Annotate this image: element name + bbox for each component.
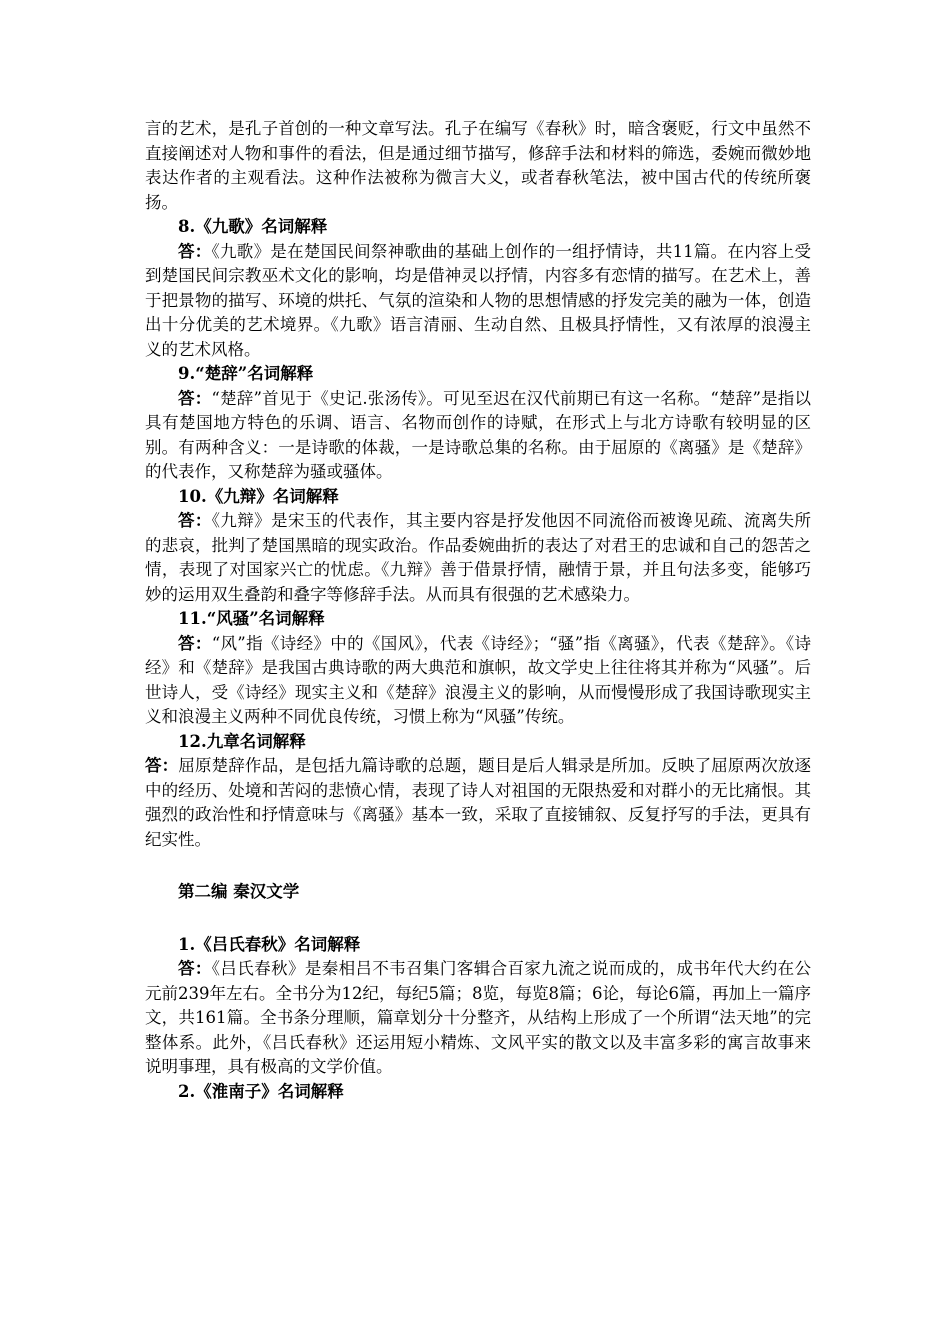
section-title: 第二编 秦汉文学 — [178, 882, 300, 901]
answer-jiuge — [145, 240, 811, 363]
answer-fengsao — [145, 632, 811, 730]
answer-label: 答： — [178, 241, 212, 261]
heading-jiuzhang: 12.九章名词解释 — [178, 731, 306, 751]
document-page — [145, 117, 811, 1104]
answer-label: 答： — [178, 511, 212, 530]
answer-text: “楚辞”首见于《史记.张汤传》。可见至迟在汉代前期已有这一名称。“楚辞”是指以具有楚国地方特色的乐调、语言、名物而创作的诗赋，在形式上与北方诗歌有较明显的区别。有两种含义：一是诗歌的体裁，一是诗歌总集的名称。由于屈原的《离骚》是《楚辞》的代表作，又称楚辞为骚或骚体。 — [145, 388, 811, 481]
answer-label: 答： — [178, 633, 212, 653]
answer-text: 《九辩》是宋玉的代表作，其主要内容是抒发他因不同流俗而被谗见疏、流离失所的悲哀，批判了楚国黑暗的现实政治。作品委婉曲折的表达了对君王的忠诚和自己的怨苦之情，表现了对国家兴亡的忧虑。《九辩》善于借景抒情，融情于景，并且句法多变，能够巧妙的运用双生叠韵和叠字等修辞手法。从而具有很强的艺术感染力。 — [145, 511, 812, 604]
heading-jiuge: 8.《九歌》名词解释 — [178, 217, 328, 236]
answer-lvshichunqiu — [145, 957, 811, 1080]
heading-fengsao: 11.“风骚”名词解释 — [178, 609, 325, 628]
intro-paragraph: 言的艺术，是孔子首创的一种文章写法。孔子在编写《春秋》时，暗含褒贬，行文中虽然不直接阐述对人物和事件的看法，但是通过细节描写，修辞手法和材料的筛选，委婉而微妙地表达作者的主观看法。这种作法被称为微言大义，或者春秋笔法，被中国古代的传统所褒扬。 — [145, 119, 811, 212]
answer-label: 答： — [178, 388, 212, 408]
heading-huainanzi: 2.《淮南子》名词解释 — [178, 1081, 344, 1101]
answer-text: 屈原楚辞作品，是包括九篇诗歌的总题，题目是后人辑录是所加。反映了屈原两次放逐中的经历、处境和苦闷的悲愤心情，表现了诗人对祖国的无限热爱和对群小的无比痛恨。其强烈的政治性和抒情意味与《离骚》基本一致，采取了直接铺叙、反复抒写的手法，更具有纪实性。 — [145, 756, 812, 849]
answer-chuci — [145, 387, 811, 485]
answer-text: 《吕氏春秋》是秦相吕不韦召集门客辑合百家九流之说而成的，成书年代大约在公元前239年左右。全书分为12纪，每纪5篇；8览，每览8篇；6论，每论6篇，再加上一篇序文，共161篇。全书条分理顺，篇章划分十分整齐，从结构上形成了一个所谓“法天地”的完整体系。此外，《吕氏春秋》还运用短小精炼、文风平实的散文以及丰富多彩的寓言故事来说明事理，具有极高的文学价值。 — [145, 959, 812, 1076]
answer-jiubian — [145, 509, 811, 607]
heading-lvshichunqiu: 1.《吕氏春秋》名词解释 — [178, 934, 361, 954]
answer-text: “风”指《诗经》中的《国风》，代表《诗经》；“骚”指《离骚》，代表《楚辞》。《诗经》和《楚辞》是我国古典诗歌的两大典范和旗帜，故文学史上往往将其并称为“风骚”。后世诗人，受《诗经》现实主义和《楚辞》浪漫主义的影响，从而慢慢形成了我国诗歌现实主义和浪漫主义两种不同优良传统，习惯上称为“风骚”传统。 — [145, 633, 812, 726]
answer-text: 《九歌》是在楚国民间祭神歌曲的基础上创作的一组抒情诗，共11篇。在内容上受到楚国民间宗教巫术文化的影响，均是借神灵以抒情，内容多有恋情的描写。在艺术上，善于把景物的描写、环境的烘托、气氛的渲染和人物的思想情感的抒发完美的融为一体，创造出十分优美的艺术境界。《九歌》语言清丽、生动自然、且极具抒情性，又有浓厚的浪漫主义的艺术风格。 — [145, 241, 811, 359]
answer-label: 答： — [178, 959, 212, 978]
answer-label: 答： — [145, 756, 179, 775]
heading-chuci: 9.“楚辞”名词解释 — [178, 364, 314, 383]
answer-jiuzhang — [145, 754, 811, 852]
heading-jiubian: 10.《九辩》名词解释 — [178, 486, 339, 506]
